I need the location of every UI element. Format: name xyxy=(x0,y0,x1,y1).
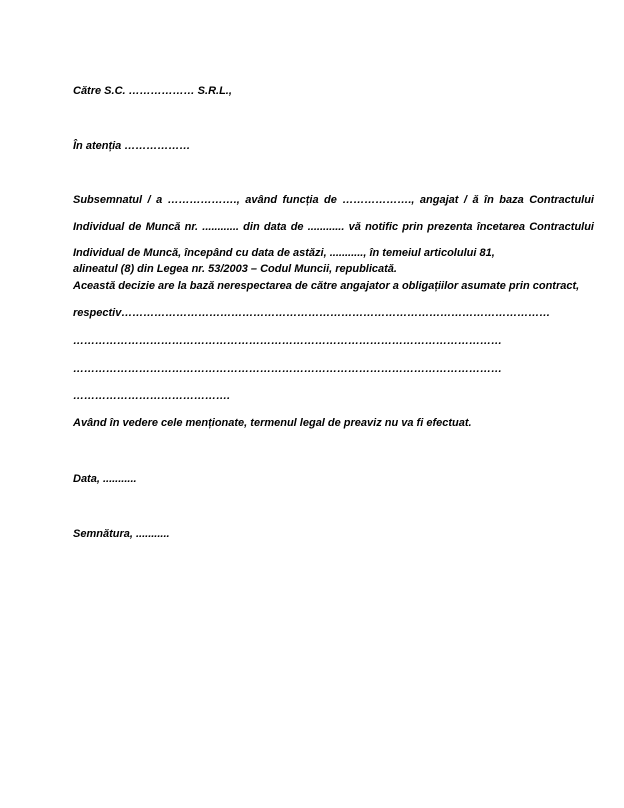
body-line-5: Această decizie are la bază nerespectarea de către angajator a obligațiilor asumate prin contract, xyxy=(73,280,580,292)
dotted-line-1: ……………………………………………………………………………………………………… xyxy=(73,335,502,347)
notice-period-line: Având în vedere cele menționate, termenul legal de preaviz nu va fi efectuat. xyxy=(73,417,472,429)
date-line: Data, ........... xyxy=(73,473,137,485)
respectiv-line: respectiv……………………………………………………………………………………………………… xyxy=(73,307,551,319)
body-line-1: Subsemnatul / a ………………., având funcția de ………………., angajat / ă în baza Contractului xyxy=(73,194,594,206)
body-line-2: Individual de Muncă nr. ............ din data de ............ vă notific prin prezenta încetarea Contractului xyxy=(73,221,594,233)
attention-line: În atenția ……………… xyxy=(73,140,191,152)
body-line-4: alineatul (8) din Legea nr. 53/2003 – Codul Muncii, republicată. xyxy=(73,263,397,275)
addressee-line: Către S.C. ……………… S.R.L., xyxy=(73,85,232,97)
signature-line: Semnătura, ........... xyxy=(73,528,170,540)
body-line-3: Individual de Muncă, începând cu data de astăzi, ..........., în temeiul articolului 81, xyxy=(73,247,495,259)
dotted-line-3: ……………………………………. xyxy=(73,390,231,402)
dotted-line-2: ……………………………………………………………………………………………………… xyxy=(73,363,502,375)
